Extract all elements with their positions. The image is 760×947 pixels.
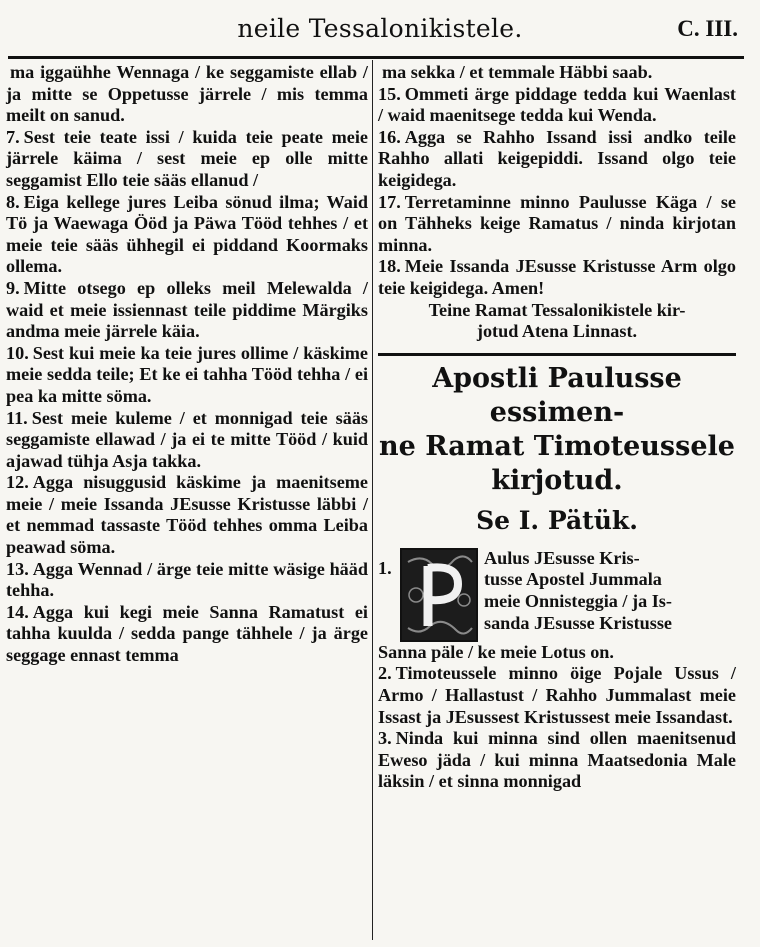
first-verse-lines: Aulus JEsusse Kris- tusse Apostel Jummala meie Onnisteggia / ja Is- sanda JEsusse Kristusse: [484, 547, 672, 633]
page-header: [0, 0, 760, 58]
verse: 11. Sest meie kuleme / et monnigad teie sääs seggamiste ellawad / ja ei te mitte Tööd / kuid ajawad tühja Asja takka.: [6, 407, 368, 471]
verse: 7. Sest teie teate issi / kuida teie peate meie järrele käima / sest meie ep olle mitte seggamist Ello teie sääs ellanud /: [6, 126, 368, 190]
header-rule: [8, 56, 744, 59]
chapter-heading: Se I. Pätük.: [476, 505, 638, 535]
ornamental-initial-icon: [400, 548, 478, 642]
verse: 2. Timoteussele minno öige Pojale Ussus / Armo / Hallastust / Rahho Jummalast meie Issast ja JEsussest Kristussest meie Issandast.: [378, 663, 736, 727]
verse: ma iggaühhe Wennaga / ke seggamiste ellab / ja mitte se Oppetusse järrele / mis temma meilt on sanud.: [6, 62, 368, 126]
first-verse: [378, 548, 736, 664]
left-column: [6, 62, 368, 667]
verse: 10. Sest kui meie ka teie jures ollime / käskime meie sedda teile; Et ke ei tahha Tööd tehha / ei pea ka mitte söma.: [6, 342, 368, 406]
verse: 12. Agga nisuggusid käskime ja maenitseme meie / meie Issanda JEsusse Kristusse läbbi / et nemmad tassaste Tööd tehhes omma Leiba peawad söma.: [6, 472, 368, 558]
right-column: [378, 62, 736, 793]
verse: 9. Mitte otsego ep olleks meil Melewalda / waid et meie issiennast teile piddime Märgiks andma meie järrele käia.: [6, 277, 368, 342]
verse: 13. Agga Wennad / ärge teie mitte wäsige hääd tehha.: [6, 558, 368, 601]
column-divider: [372, 60, 373, 940]
verse-number: 1.: [378, 557, 392, 578]
verse: ma sekka / et temmale Häbbi saab.: [382, 62, 653, 82]
book-title: Apostli Paulusse essimen- ne Ramat Timoteussele kirjotud.: [379, 362, 735, 496]
verse: 18. Meie Issanda JEsusse Kristusse Arm olgo teie keigidega. Amen!: [378, 256, 736, 298]
verse: 14. Agga kui kegi meie Sanna Ramatust ei tahha kuulda / sedda pange tähhele / ja ärge seggage ennast temma: [6, 601, 368, 666]
first-verse-rest: Sanna päle / ke meie Lotus on.: [378, 641, 614, 662]
verse: 8. Eiga kellege jures Leiba sönud ilma; Waid Tö ja Waewaga Ööd ja Päwa Tööd tehhes / et meie teie sääs ühhegil ei piddand Koormaks ollema.: [6, 191, 368, 277]
verse: 3. Ninda kui minna sind ollen maenitsenud Eweso jäda / kui minna Maatsedonia Male läksin / et sinna monnigad: [378, 728, 736, 792]
colophon: Teine Ramat Tessalonikistele kir- jotud Atena Linnast.: [428, 299, 686, 342]
running-title: neile Tessalonikistele.: [237, 14, 523, 43]
section-rule: [378, 353, 736, 356]
verse: 15. Ommeti ärge piddage tedda kui Waenlast / waid maenitsege tedda kui Wenda.: [378, 83, 736, 126]
verse: 17. Terretaminne minno Paulusse Käga / se on Tähheks keige Ramatus / ninda kirjotan minna.: [378, 191, 736, 255]
verse: 16. Agga se Rahho Issand issi andko teile Rahho allati keigepiddi. Issand olgo teie keigidega.: [378, 126, 736, 190]
chapter-mark: C. III.: [677, 16, 738, 41]
